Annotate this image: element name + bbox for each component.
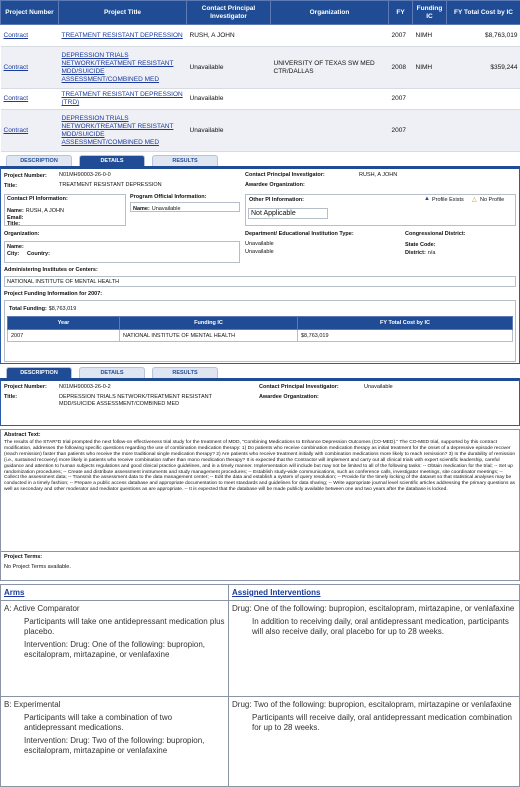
table-row [1,25,520,47]
arm-intervention: Intervention: Drug: Two of the following: bupropion, escitalopram, mirtazapine or venlafaxine [4,736,225,756]
name-value: RUSH, A JOHN [26,208,64,214]
contact-pi: Unavailable [187,47,271,89]
state-label: State Code: [405,242,436,248]
arm-description: Participants will take one antidepressant medication plus placebo. [4,617,225,637]
organization [271,25,389,47]
funding-ic: NIMH [413,47,447,89]
table-row [1,601,520,697]
project-number-link[interactable]: Contract [4,32,29,39]
admin-value: NATIONAL INSTITUTE OF MENTAL HEALTH [4,276,516,287]
funding-ic [413,110,447,152]
arm-description: Participants will take a combination of two antidepressant medications. [4,713,225,733]
fund-col-year: Year [8,317,120,330]
project-number-link[interactable]: Contract [4,64,29,71]
tab-bar [0,155,520,166]
tab-details[interactable]: DETAILS [79,155,145,166]
project-title-link[interactable]: DEPRESSION TRIALS NETWORK/TREATMENT RESISTANT MDD/SUICIDE ASSESSMENT/COMBINED MED [62,115,174,146]
no-profile-icon: △ [472,196,477,203]
contact-pi: Unavailable [187,89,271,110]
awardee-label: Awardee Organization: [245,182,305,188]
other-pi-box [245,194,516,226]
details-panel [0,166,520,364]
table-row [1,89,520,110]
organization-box [4,241,240,263]
interventions-header[interactable]: Assigned Interventions [232,588,320,597]
contact-pi: Unavailable [187,110,271,152]
results-grid [0,0,520,152]
org-name-label: Name: [7,244,237,250]
fy: 2008 [389,47,413,89]
funding-box [4,300,516,362]
contact-pi-value-2: Unavailable [364,384,393,390]
project-title-link[interactable]: TREATMENT RESISTANT DEPRESSION [62,32,183,39]
project-title-link[interactable]: TREATMENT RESISTANT DEPRESSION (TRD) [62,91,183,106]
fy: 2007 [389,89,413,110]
grid-header-row [1,1,520,25]
abstract-section [0,429,520,552]
contact-pi-info-label: Contact PI Information: [5,195,125,203]
project-number-value: N01MH90003-26-0-0 [59,172,111,178]
funding-info-label: Project Funding Information for 2007: [4,291,102,297]
fy-total-cost: $8,763,019 [447,25,520,47]
contact-pi-label-2: Contact Principal Investigator: [259,384,339,390]
other-pi-value: Not Applicable [248,208,328,219]
country-label: Country: [27,251,50,257]
contact-pi-label: Contact Principal Investigator: [245,172,325,178]
col-fy[interactable]: FY [389,1,413,25]
contact-pi-value: RUSH, A JOHN [359,172,397,178]
fund-year: 2007 [8,330,120,342]
arm-name: B: Experimental [4,700,225,710]
project-terms-label: Project Terms: [4,554,516,560]
title-value: TREATMENT RESISTANT DEPRESSION [59,182,162,188]
contact-pi-box [4,194,126,226]
project-number-label-2: Project Number: [4,384,47,390]
title2-label: Title: [5,221,125,227]
awardee-label-2: Awardee Organization: [259,394,319,400]
tab-details[interactable]: DETAILS [79,367,145,378]
profile-exists-label: Profile Exists [432,197,464,203]
fund-cost: $8,763,019 [298,330,513,342]
fy: 2007 [389,110,413,152]
title-value-2: DEPRESSION TRIALS NETWORK/TREATMENT RESISTANT MDD/SUICIDE ASSESSMENT/COMBINED MED [59,394,243,408]
congress-label: Congressional District: [405,231,466,237]
abstract-label: Abstract Text: [4,432,516,438]
fy-total-cost [447,110,520,152]
fund-col-cost: FY Total Cost by IC [298,317,513,330]
col-contact-pi[interactable]: Contact Principal Investigator [187,1,271,25]
contact-pi: RUSH, A JOHN [187,25,271,47]
title-label-2: Title: [4,394,17,400]
tab-description[interactable]: DESCRIPTION [6,155,72,166]
dept-value-1: Unavailable [245,241,274,247]
tab-results[interactable]: RESULTS [152,367,218,378]
table-row [1,697,520,787]
dept-value-2: Unavailable [245,249,274,255]
total-funding-value: $8,763,019 [49,306,77,312]
col-project-number[interactable]: Project Number [1,1,59,25]
table-row [8,330,513,342]
arms-table [0,584,520,787]
funding-table [7,316,513,342]
total-funding-label: Total Funding: [9,306,47,312]
person-icon: ▲ [424,196,430,202]
col-funding-ic[interactable]: Funding IC [413,1,447,25]
intervention-description: Participants will receive daily, oral antidepressant medication combination for up to 28 weeks. [232,713,516,733]
col-fy-total-cost[interactable]: FY Total Cost by IC [447,1,520,25]
fy: 2007 [389,25,413,47]
project-terms-section [0,552,520,581]
admin-label: Administering Institutes or Centers: [4,267,98,273]
district-label: District: [405,250,426,256]
project-terms-value: No Project Terms available. [4,564,516,570]
program-official-box [130,194,240,226]
tab-results[interactable]: RESULTS [152,155,218,166]
project-number-link[interactable]: Contract [4,127,29,134]
other-pi-label: Other PI Information: [249,197,304,203]
tab-description[interactable]: DESCRIPTION [6,367,72,378]
intervention-name: Drug: Two of the following: bupropion, escitalopram, mirtazapine or venlafaxine [232,700,516,710]
intervention-description: In addition to receiving daily, oral antidepressant medication, participants will also receive daily, oral placebo for up to 28 weeks. [232,617,516,637]
district-value: n/a [428,250,436,256]
table-row [1,110,520,152]
title-label: Title: [4,183,17,189]
arm-name: A: Active Comparator [4,604,225,614]
project-number-label: Project Number: [4,173,47,179]
program-official-label: Program Official Information: [130,194,240,200]
funding-ic: NIMH [413,25,447,47]
col-organization[interactable]: Organization [271,1,389,25]
name-label: Name: [7,208,24,214]
organization: UNIVERSITY OF TEXAS SW MED CTR/DALLAS [271,47,389,89]
city-label: City: [7,251,19,257]
project-number-link[interactable]: Contract [4,95,29,102]
email-label: Email: [5,215,125,221]
tab-bar-2 [0,367,520,378]
fund-col-ic: Funding IC [120,317,298,330]
arm-intervention: Intervention: Drug: One of the following: bupropion, escitalopram, mirtazapine, or venlafaxine [4,640,225,660]
organization-label: Organization: [4,231,39,237]
intervention-name: Drug: One of the following: bupropion, escitalopram, mirtazapine, or venlafaxine [232,604,516,614]
table-row [1,47,520,89]
po-name-value: Unavailable [152,206,181,212]
arms-header[interactable]: Arms [4,588,24,597]
fund-ic: NATIONAL INSTITUTE OF MENTAL HEALTH [120,330,298,342]
po-name-label: Name: [133,206,150,212]
fy-total-cost: $359,244 [447,47,520,89]
funding-ic [413,89,447,110]
organization [271,110,389,152]
project-title-link[interactable]: DEPRESSION TRIALS NETWORK/TREATMENT RESISTANT MDD/SUICIDE ASSESSMENT/COMBINED MED [62,52,174,83]
organization [271,89,389,110]
no-profile-label: No Profile [480,197,504,203]
dept-label: Department/ Educational Institution Type: [245,231,354,237]
project-number-value-2: N01MH90003-26-0-2 [59,384,111,390]
col-project-title[interactable]: Project Title [59,1,187,25]
abstract-text: The results of the STAR*D trial prompted the next follow-on effectiveness trial study for the treatment of MDD, "Combining Medications to Enhance Depression Outcomes (CO-MED)." The CO-MED trial, supported by this contract modification, addresses the following specific questions regarding the use of combination medication therapy: 1) Do patients who receive combination medication therapy as initial treatment for the onset of a depressive episode recover (reach remission) faster than patients who receive the more traditional single medication therapy? 2) Are patients who receive treatment initially with combination medications more likely to reach remission? 3) Is the durability of remission (i.e., sustained recovery) more likely in patients who receive combination rather than mono medication therapy? It is expected that the Contractor will implement and carry out all clinical trials with expert scientific leadership, careful guidance and attention to human subjects regulations and good clinical practice guidelines, and in a timely manner. Implementation will include but may not be limited to all of the following tasks: -- Obtain medication for the trial; -- Set up randomization procedures; -- Create and distribute assessment instruments and study management procedures; -- Establish study-wide communications, such as conference calls, investigator meetings, site coordinator meetings; -- Collect the assessment data; -- Transmit the assessment data to the data management center; -- Edit the data and establish a system of query resolution; -- Provide for the timely locking of the dataset so that statistical analyses may be conducted in a timely fashion; -- Prepare a public access database and appropriate documentation to meet standards and guidelines for data sharing; -- Write appropriate journal level scientific articles addressing the primary questions as well as secondary and other moderator and mediator questions as are appropriate. -- It is expected that the database will be made publicly available between one and two years after the database is locked. [4,440,516,493]
fy-total-cost [447,89,520,110]
description-panel [0,378,520,426]
